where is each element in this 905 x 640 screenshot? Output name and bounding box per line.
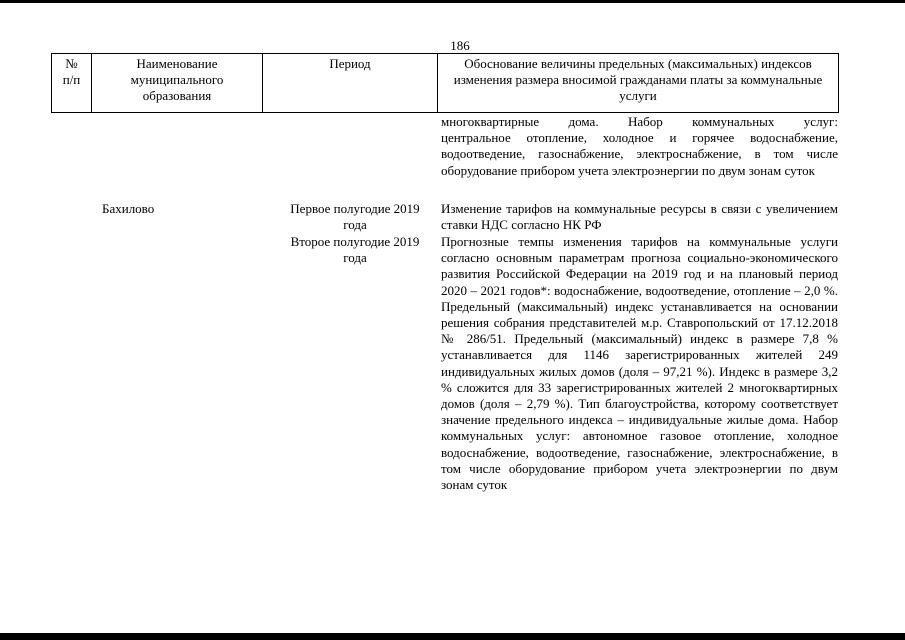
header-col-municipality: Наименование муниципального образования bbox=[92, 54, 263, 113]
header-col-number: № п/п bbox=[52, 54, 92, 113]
header-col-justification: Обоснование величины предельных (максимальных) индексов изменения размера вносимой гражданами платы за коммунальные услуги bbox=[438, 54, 839, 113]
justification-forecast-text: Прогнозные темпы изменения тарифов на коммунальные услуги согласно основным параметрам прогноза социально-экономического развития Российской Федерации на 2019 год и на плановый период 2020 – 2021 годов*: водоснабжение, водоотведение, отопление – 2,0 %. Предельный (максимальный) индекс устанавливается на основании решения собрания представителей м.р. Ставропольский от 17.12.2018 № 286/51. Предельный (максимальный) индекс в размере 7,8 % устанавливается для 1146 зарегистрированных жителей 249 индивидуальных жилых домов (доля – 97,21 %). Индекс в размере 3,2 % сложится для 33 зарегистрированных жителей 2 многоквартирных домов (доля – 2,79 %). Тип благоустройства, которому соответствует значение предельного индекса – индивидуальные жилые дома. Набор коммунальных услуг: автономное газовое отопление, холодное водоснабжение, водоотведение, газоснабжение, электроснабжение, в том числе оборудование прибором учета электроэнергии по двум зонам суток bbox=[441, 234, 838, 493]
bottom-scan-border bbox=[0, 633, 905, 640]
continuation-line-1: многоквартирные дома. Набор коммунальных услуг: bbox=[441, 114, 838, 129]
justification-vat bbox=[441, 201, 838, 233]
table-header bbox=[51, 53, 839, 113]
period-second-half: Второе полугодие 2019 года bbox=[290, 234, 420, 266]
continuation-rest: центральное отопление, холодное и горячее водоснабжение, водоотведение, газоснабжение, электроснабжение, в том числе оборудование прибором учета электроэнергии по двум зонам суток bbox=[441, 130, 838, 178]
top-scan-border bbox=[0, 0, 905, 3]
continuation-text bbox=[441, 114, 838, 179]
justification-vat-text: Изменение тарифов на коммунальные ресурсы в связи с увеличением ставки НДС согласно НК РФ bbox=[441, 201, 838, 233]
header-col-period: Период bbox=[263, 54, 438, 113]
page-number: 186 bbox=[450, 38, 470, 53]
municipality-name: Бахилово bbox=[102, 201, 155, 216]
period-first-half: Первое полугодие 2019 года bbox=[290, 201, 420, 233]
justification-forecast bbox=[441, 234, 838, 493]
